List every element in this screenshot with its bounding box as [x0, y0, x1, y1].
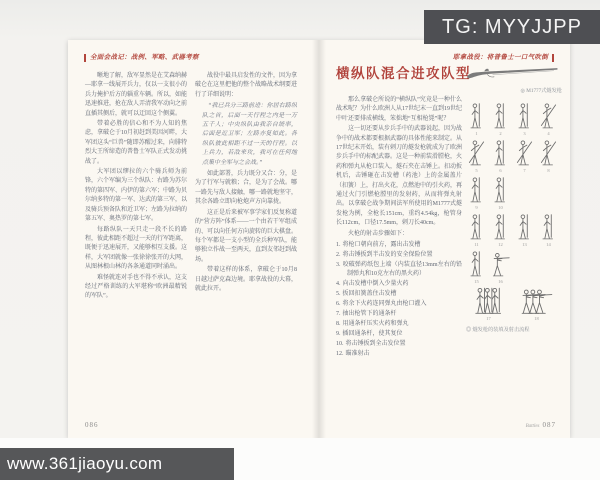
telegram-watermark: TG: MYYJJPP: [424, 10, 600, 44]
paragraph: 带着必胜的信心和不为人知的焦虑，拿破仑于10月初赶到美因河畔，大军团这头“巨兽”随即苏醒过来，向腓特烈大王所缔造的普鲁士军队正式发动挑战了。: [85, 121, 188, 165]
figure-row: [466, 213, 562, 247]
loading-step-figure: [490, 139, 511, 173]
figure-column: [466, 60, 562, 333]
step-text: 插回通条杆，使其复位: [342, 330, 403, 337]
soldier-icon: [491, 250, 510, 278]
figure-number: 2: [499, 131, 502, 136]
paragraph: 如此部署，兵力既分又合：分，是为了行军与就粮；合，是为了会战。哪一路先与敌人接触，哪一路就地坚守，其余各路立即向枪炮声方向靠拢。: [195, 171, 298, 206]
paragraph: 战役中最具启发性的文件，因为拿破仑在这里把他的整个战略战术纲要进行了详细说明：: [195, 73, 298, 98]
paragraph: 这正是后来被军事学家们反复称道的“营方阵”体系——一个由若干军组成的、可以向任何方向旋转的巨大棋盘。每个军都是一支小型的全兵种军队，能够独立作战一至两天，直到友邻赶到战场。: [195, 209, 298, 263]
loading-step-figure: [514, 102, 535, 136]
step-text: 扳回扣簧盖住击发槽: [342, 291, 397, 298]
figure-number: 5: [475, 168, 478, 173]
step-text: 将击锤扳到半击发的安全保险位置: [342, 252, 433, 258]
right-page-number: [526, 421, 556, 429]
loading-step-figure: [490, 213, 511, 247]
paragraph: 难怪就连对手也不得不承认，这支经过严格训练的大军堪称“欧洲最精锐的军队”。: [85, 274, 188, 300]
website-watermark: www.361jiaoyu.com: [0, 448, 234, 480]
figure-row: [466, 176, 562, 210]
soldier-icon: [491, 139, 510, 167]
musket-caption: ◎ M1777式燧发枪: [520, 88, 562, 94]
loading-step-figure: [538, 213, 559, 247]
list-item: [336, 340, 462, 349]
page-number-text: 087: [542, 421, 556, 429]
step-number: 3.: [336, 261, 341, 268]
figure-number: 1: [475, 131, 478, 136]
loading-step-figure: [466, 139, 487, 173]
soldier-icon: [467, 213, 486, 241]
paragraph: 大军团以缪拉的六个骑兵师为前锋，六个军编为三个纵队：右路为苏尔特的第四军、内伊的第六军；中路为贝尔纳多特的第一军、达武的第三军，以及骑兵预备队和近卫军；左路为拉纳的第五军、奥热罗的第七军。: [85, 169, 188, 223]
musket-illustration: [466, 60, 560, 86]
figure-number: 4: [547, 131, 550, 136]
step-text: 向击发槽中倒入少量火药: [342, 281, 409, 288]
step-number: 12.: [336, 350, 344, 357]
step-text: 咬破弹药纸包上端（内装直径13mm左右的铅制弹丸和10克左右的黑火药）: [342, 261, 462, 278]
step-number: 8.: [336, 320, 341, 327]
loading-step-figure: [490, 250, 511, 284]
loading-step-figure: [514, 139, 535, 173]
figure-number: 11: [474, 242, 479, 247]
soldier-icon: [539, 213, 558, 241]
figure-row: [466, 139, 562, 173]
loading-step-figure-group: [466, 287, 511, 321]
right-running-header: 耶拿战役：将普鲁士一口气吹倒: [453, 54, 554, 62]
block-quote: “我已兵分三路前进：你居右路纵队之首，后面一天行程之内是一万五千人；中央纵队由我亲自统率，后面是近卫军；左路亦复如此。各纵队彼此相距不过一天的行程。以上兵力，若敌来攻，我可在任何地点集中全军与之会战。”: [202, 103, 297, 166]
figure-number: 15: [474, 279, 479, 284]
soldier-icon: [467, 139, 486, 167]
loading-step-figure: [466, 213, 487, 247]
figure-number: 3: [523, 131, 526, 136]
soldier-icon: [467, 250, 486, 278]
list-item: [336, 330, 462, 339]
figure-grid-caption: ◎ 燧发枪的装填及射击流程: [466, 327, 530, 333]
page-gutter-shadow: [312, 40, 326, 438]
step-text: 瞄准射击: [345, 350, 370, 357]
loading-step-figure-group: [514, 287, 559, 321]
soldier-group-icon: [468, 287, 510, 315]
soldier-icon: [467, 102, 486, 130]
left-running-header: 全面会战记：战例、军略、武器考察: [84, 54, 199, 62]
loading-step-figure: [538, 102, 559, 136]
soldier-icon: [515, 213, 534, 241]
right-page-text-column: [336, 96, 462, 422]
step-number: 4.: [336, 281, 341, 288]
step-number: 9.: [336, 330, 341, 337]
loading-step-figure: [490, 176, 511, 210]
loading-step-figure: [514, 213, 535, 247]
step-text: 将枪口朝向前方，露出击发槽: [342, 242, 421, 249]
paragraph: 这一切还要从步兵手中的武器说起，因为战争中的战术都要根据武器的具体性能来制定。从17世纪末开始，装有刺刀的燧发枪就成为了欧洲步兵手中的标配武器。这是一种前装滑膛枪，火药和弹丸从枪口装入，燧石夹在击锤上。扣动扳机后，击锤砸在击发槽（药池）上的金属盖片（扣簧）上，打出火花，点燃池中的引火药，再通过火门引燃枪膛里的发射药，从而将弹丸射出。以拿破仑战争期间法军所使用的M1777式燧发枪为例，全枪长151cm，重约4.54kg，枪管身长112cm，口径17.5mm，刺刀长40cm。: [336, 126, 463, 227]
loading-step-figure: [538, 139, 559, 173]
step-text: 用通条杆压实火药和弹丸: [342, 320, 409, 327]
soldier-icon: [515, 102, 534, 130]
list-item: [336, 310, 462, 319]
step-number: 2.: [336, 252, 341, 258]
figure-number: 9: [475, 205, 478, 210]
figure-number: 8: [547, 168, 550, 173]
step-number: 1.: [336, 242, 341, 249]
loading-step-figure: [466, 176, 487, 210]
figure-number: 10: [498, 205, 503, 210]
figure-number: 17: [486, 316, 491, 321]
left-page-column-2: [195, 72, 297, 420]
figure-row: [466, 250, 562, 284]
step-text: 将击锤扳到全击发位置: [345, 340, 406, 347]
step-text: 将余下火药连同弹丸由枪口灌入: [342, 301, 427, 308]
section-title: 横纵队混合进攻队型: [336, 66, 471, 81]
figure-number: 18: [534, 316, 539, 321]
list-item: [336, 280, 462, 289]
figure-number: 16: [498, 279, 503, 284]
paragraph: 晰地了解，敌军显然是在艾森纳赫—耶拿一线展开兵力，仅以一支很小的兵力掩护后方的辎重车辆。所以，如能迅速推进，抢在敌人弄清我军动向之前直插其侧后，就可以迂回这个侧翼。: [85, 73, 188, 117]
soldier-icon: [515, 139, 534, 167]
figure-row: [466, 287, 562, 321]
figure-number: 14: [546, 242, 551, 247]
soldier-icon: [539, 102, 558, 130]
list-item: [336, 290, 462, 299]
paragraph: 每路纵队一天只走一段不长的路程，彼此相距不超过一天的行军距离，既便于迅速展开，又能够相互支援。这样，大军团就像一张徐徐张开的大网，从图林根山林的各条通道同时涌出。: [85, 226, 188, 271]
left-page-column-1: [85, 72, 187, 420]
step-text: 抽出枪管下的通条杆: [342, 310, 397, 317]
step-number: 6.: [336, 301, 341, 308]
soldier-icon: [467, 176, 486, 204]
figure-number: 13: [522, 242, 527, 247]
figure-number: 12: [498, 242, 503, 247]
list-item: [336, 251, 462, 260]
book-spread: [68, 40, 570, 438]
soldier-icon: [491, 176, 510, 204]
figure-number: 7: [523, 168, 526, 173]
loading-step-figure: [466, 102, 487, 136]
steps-intro: 火枪的射击步骤如下：: [348, 230, 409, 237]
list-item: [336, 320, 462, 329]
figure-row: [466, 102, 562, 136]
step-number: 5.: [336, 291, 341, 298]
loading-steps-figure-grid: [466, 102, 562, 321]
paragraph: 带着这样的体系，拿破仑于10月8日越过萨克森边境。耶拿战役的大幕，就此拉开。: [195, 267, 298, 292]
loading-step-figure: [466, 250, 487, 284]
step-number: 10.: [336, 340, 344, 347]
soldier-icon: [491, 102, 510, 130]
paragraph: 那么拿破仑所说的“横纵队”究竟是一种什么战术呢？为什么欧洲人从17世纪末一直到19世纪中叶还要排成横线，笨拙地“互相枪毙”呢？: [336, 97, 463, 122]
left-page-number: 086: [85, 421, 99, 429]
figure-number: 6: [499, 168, 502, 173]
series-label: Battles: [525, 424, 540, 429]
list-item: [336, 300, 462, 309]
firing-steps-list: [336, 241, 462, 359]
step-number: 7.: [336, 310, 341, 317]
list-item: [336, 261, 462, 280]
soldier-group-icon: [516, 287, 558, 315]
soldier-icon: [491, 213, 510, 241]
loading-step-figure: [490, 102, 511, 136]
list-item: [336, 350, 462, 359]
soldier-icon: [539, 139, 558, 167]
list-item: [336, 241, 462, 250]
